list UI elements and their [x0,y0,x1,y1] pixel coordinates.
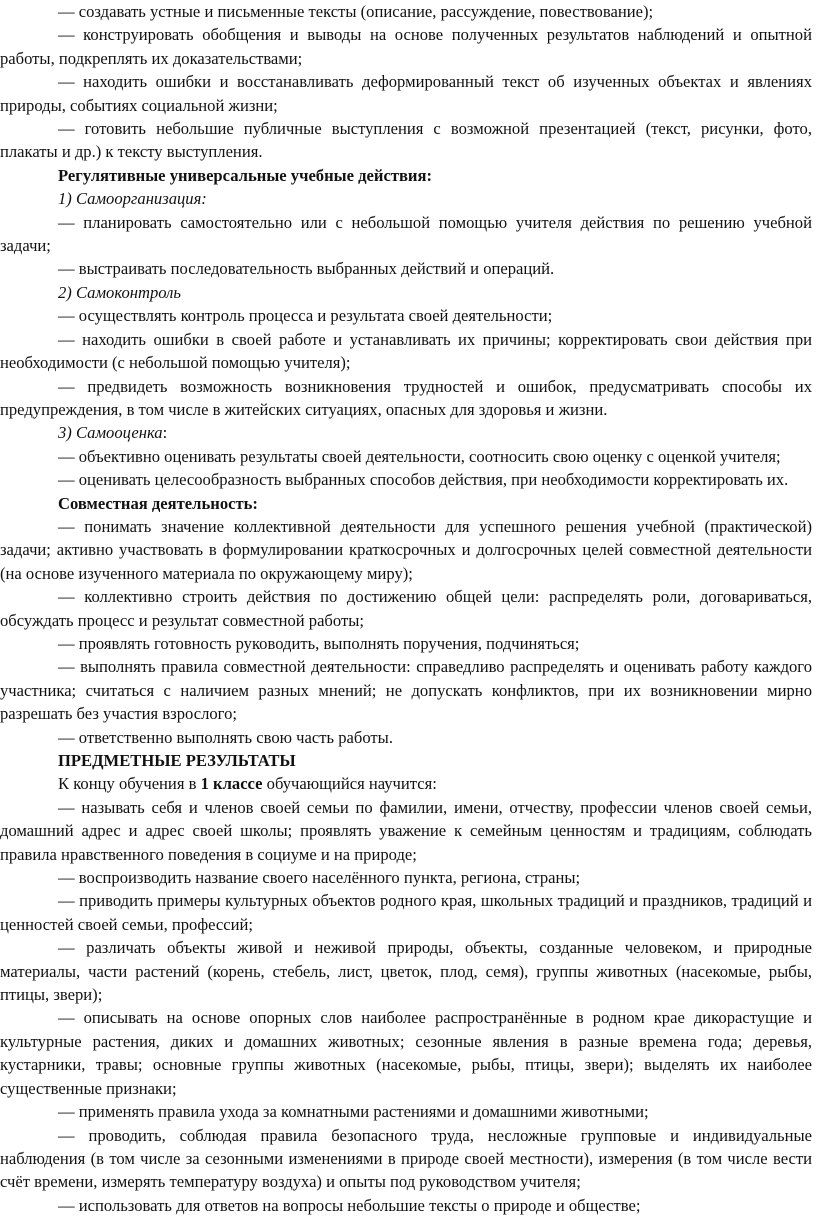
paragraph-understand-collective: — понимать значение коллективной деятельности для успешного решения учебной (практической) задачи; активно участвовать в формулировании краткосрочных и долгосрочных целей совместной деятельности (на основе изученного материала по окружающему миру); [0,516,812,583]
heading-regulatory-actions: Регулятивные универсальные учебные действия: [58,165,432,185]
grade-intro-bold: 1 классе [200,774,263,794]
grade-intro-pre: К концу обучения в [58,774,201,794]
subheading-self-assessment-colon: : [162,423,168,443]
grade-intro-post: обучающийся научится: [262,774,437,794]
heading-subject-results: ПРЕДМЕТНЫЕ РЕЗУЛЬТАТЫ [58,751,296,770]
subheading-self-organization: 1) Самоорганизация: [58,189,207,209]
paragraph-find-errors-text: — находить ошибки и восстанавливать деформированный текст об изученных объектах и явлениях природы, событиях социальной жизни; [0,72,812,115]
paragraph-construct-conclusions: — конструировать обобщения и выводы на основе полученных результатов наблюдений и опытной работы, подкреплять их доказательствами; [0,25,812,68]
paragraph-sequence-actions: — выстраивать последовательность выбранных действий и операций. [58,259,555,279]
paragraph-assess-results: — объективно оценивать результаты своей деятельности, соотносить свою оценку с оценкой учителя; [58,446,781,466]
paragraph-plan-actions: — планировать самостоятельно или с небольшой помощью учителя действия по решению учебной задачи; [0,212,812,256]
paragraph-describe-plants-animals: — описывать на основе опорных слов наиболее распространённые в родном крае дикорастущие и культурные растения, диких и домашних животных; сезонные явления в разные времена года; деревья, кустарники, травы; основные группы животных (насекомые, рыбы, птицы, звери); выделять их наиболее существенные признаки; [0,1008,812,1098]
paragraph-name-family: — называть себя и членов своей семьи по фамилии, имени, отчеству, профессии членов своей семьи, домашний адрес и адрес своей школы; проявлять уважение к семейным ценностям и традициям, соблюдать правила нравственного поведения в социуме и на природе; [0,797,812,864]
paragraph-care-rules: — применять правила ухода за комнатными растениями и домашними животными; [58,1102,649,1122]
paragraph-find-errors-work: — находить ошибки в своей работе и устанавливать их причины; корректировать свои действия при необходимости (с небольшой помощью учителя); [0,329,812,373]
paragraph-build-collective-actions: — коллективно строить действия по достижению общей цели: распределять роли, договариваться, обсуждать процесс и результат совместной работы; [0,587,812,630]
paragraph-show-readiness: — проявлять готовность руководить, выполнять поручения, подчиняться; [58,633,580,653]
subheading-self-control: 2) Самоконтроль [58,282,181,302]
subheading-self-assessment [0,421,812,444]
paragraph-foresee-difficulties: — предвидеть возможность возникновения трудностей и ошибок, предусматривать способы их предупреждения, в том числе в житейских ситуациях, опасных для здоровья и жизни. [0,376,812,419]
paragraph-end-of-grade-1 [0,772,812,795]
paragraph-distinguish-objects: — различать объекты живой и неживой природы, объекты, созданные человеком, и природные материалы, части растений (корень, стебель, лист, цветок, плод, семя), группы животных (насекомые, рыбы, птицы, звери); [0,938,812,1005]
subheading-self-assessment-text: 3) Самооценка [58,423,163,443]
paragraph-reproduce-locality: — воспроизводить название своего населённого пункта, региона, страны; [58,868,581,888]
paragraph-assess-methods: — оценивать целесообразность выбранных способов действия, при необходимости корректировать их. [58,470,789,490]
paragraph-public-speeches: — готовить небольшие публичные выступления с возможной презентацией (текст, рисунки, фото, плакаты и др.) к тексту выступления. [0,119,812,162]
paragraph-oral-written-texts: — создавать устные и письменные тексты (описание, рассуждение, повествование); [58,2,654,21]
paragraph-control-process: — осуществлять контроль процесса и результата своей деятельности; [58,306,553,326]
heading-joint-activity: Совместная деятельность: [58,493,258,513]
paragraph-conduct-observations: — проводить, соблюдая правила безопасного труда, несложные групповые и индивидуальные наблюдения (в том числе за сезонными изменениями в природе своей местности), измерения (в том числе вести счёт времени, измерять температуру воздуха) и опыты под руководством учителя; [0,1125,812,1192]
paragraph-use-texts: — использовать для ответов на вопросы небольшие тексты о природе и обществе; [58,1195,641,1215]
paragraph-follow-rules: — выполнять правила совместной деятельности: справедливо распределять и оценивать работу каждого участника; считаться с наличием разных мнений; не допускать конфликтов, при их возникновении мирно разрешать без участия взрослого; [0,657,812,724]
paragraph-cultural-examples: — приводить примеры культурных объектов родного края, школьных традиций и праздников, традиций и ценностей своей семьи, профессий; [0,891,812,934]
paragraph-responsible-work: — ответственно выполнять свою часть работы. [58,727,393,747]
